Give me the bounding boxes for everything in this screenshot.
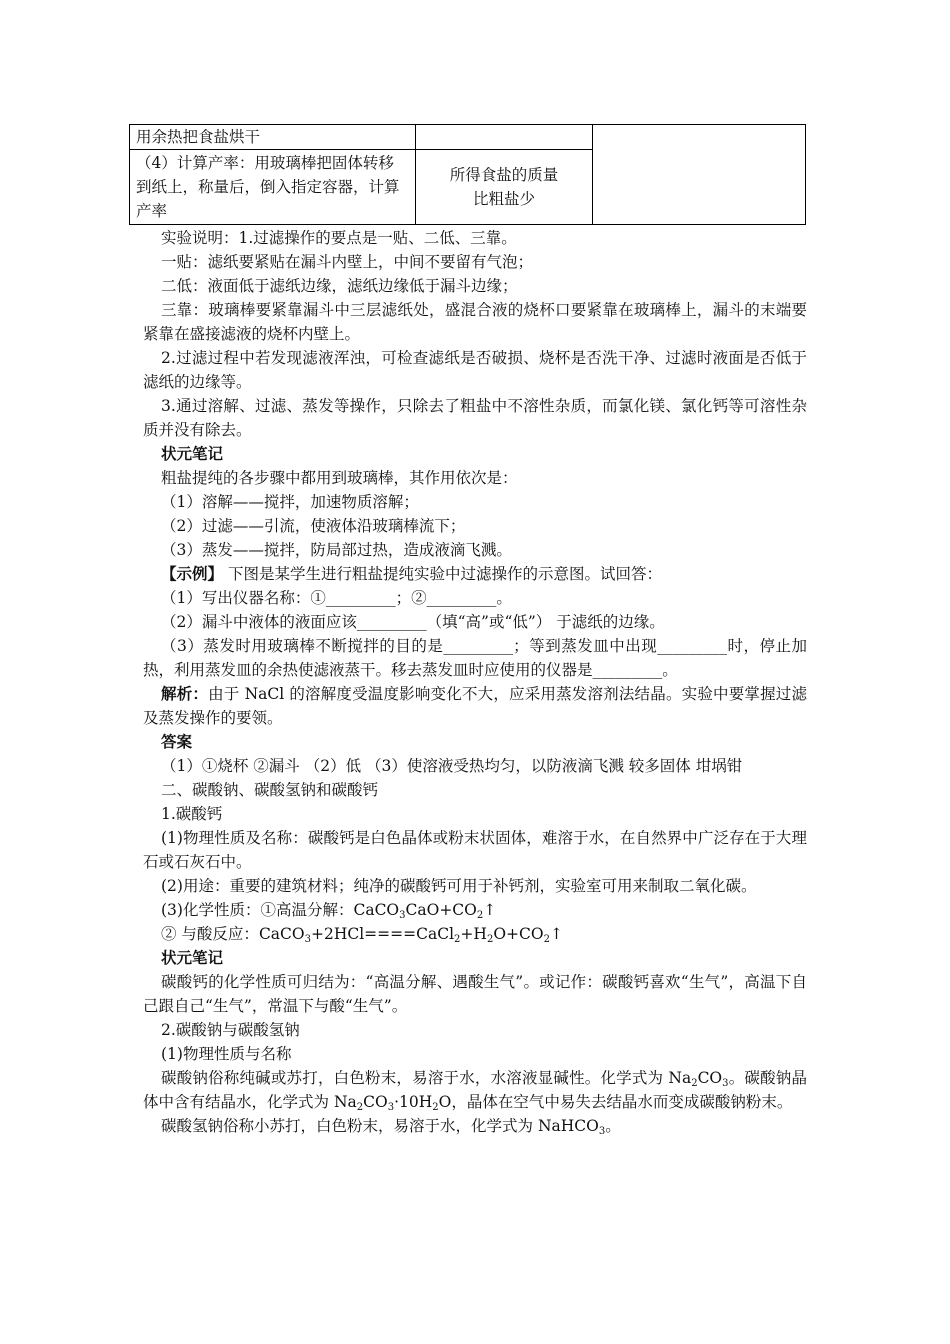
section-heading: (1)物理性质与名称 xyxy=(161,1045,292,1063)
analysis-text: 由于 NaCl 的溶解度受温度影响变化不大，应采用蒸发溶剂法结晶。实验中要掌握过滤及蒸发操作的要领。 xyxy=(143,685,807,727)
section-heading: 2.碳酸钠与碳酸氢钠 xyxy=(161,1021,300,1039)
table-row xyxy=(130,125,806,150)
paragraph: 碳酸钙的化学性质可归结为：“高温分解、遇酸生气”。或记作：碳酸钙喜欢“生气”，高温下自己跟自己“生气”，常温下与酸“生气”。 xyxy=(143,973,807,1015)
paragraph: （1）①烧杯 ②漏斗 （2）低 （3）使溶液受热均匀，以防液滴飞溅 较多固体 坩埚钳 xyxy=(161,757,743,775)
section-heading: 二、碳酸钠、碳酸氢钠和碳酸钙 xyxy=(161,781,379,799)
chem-prefix: (3)化学性质：①高温分解： xyxy=(161,901,354,919)
cell-line: 所得食盐的质量 xyxy=(449,166,559,184)
section-heading: 状元笔记 xyxy=(161,444,224,463)
acid-prefix: ② 与酸反应： xyxy=(161,925,259,943)
list-item: （1）溶解——搅拌，加速物质溶解； xyxy=(161,493,419,511)
text-run: 碳酸钠俗称纯碱或苏打，白色粉末，易溶于水，水溶液显碱性。化学式为 xyxy=(161,1069,669,1087)
paragraph xyxy=(143,682,807,730)
paragraph xyxy=(143,562,807,586)
table-cell xyxy=(593,125,806,225)
text-run: ，晶体在空气中易失去结晶水而变成碳酸钠粉末。 xyxy=(451,1093,793,1111)
cell-line: 比粗盐少 xyxy=(472,190,535,208)
paragraph: 实验说明：1.过滤操作的要点是一贴、二低、三靠。 xyxy=(161,229,517,247)
example-tag: 【示例】 xyxy=(161,564,224,583)
analysis-label: 解析： xyxy=(161,684,209,703)
question: （2）漏斗中液体的液面应该_________（填“高”或“低”） 于滤纸的边缘。 xyxy=(161,613,665,631)
paragraph: (3)化学性质：①高温分解：$CaCO_3CaO+CO_2↑$ xyxy=(161,901,497,921)
section-heading: 答案 xyxy=(161,732,193,751)
text-run: 碳酸氢钠俗称小苏打，白色粉末，易溶于水，化学式为 xyxy=(161,1117,538,1135)
text-run: 。碳酸钠晶体中含有结晶水，化学式为 xyxy=(143,1069,807,1111)
document-body xyxy=(143,226,807,1138)
table-cell: （4）计算产率：用玻璃棒把固体转移到纸上，称量后，倒入指定容器，计算产率 xyxy=(130,150,416,225)
paragraph: ② 与酸反应：$CaCO_3+2HCl====CaCl_2+H_2O+CO_2↑$ xyxy=(161,925,563,945)
question: （3）蒸发时用玻璃棒不断搅拌的目的是_________；等到蒸发皿中出现_________时，停止加热，利用蒸发皿的余热使滤液蒸干。移去蒸发皿时应使用的仪器是_________。 xyxy=(143,637,807,679)
table-cell: 用余热把食盐烘干 xyxy=(130,125,416,150)
table-cell xyxy=(416,150,593,225)
paragraph: 一贴：滤纸要紧贴在漏斗内壁上，中间不要留有气泡； xyxy=(161,253,534,271)
paragraph: 3.通过溶解、过滤、蒸发等操作，只除去了粗盐中不溶性杂质，而氯化镁、氯化钙等可溶性杂质并没有除去。 xyxy=(143,397,807,439)
example-stem: 下图是某学生进行粗盐提纯实验中过滤操作的示意图。试回答： xyxy=(223,565,662,583)
list-item: （2）过滤——引流，使液体沿玻璃棒流下； xyxy=(161,517,466,535)
paragraph: (2)用途：重要的建筑材料；纯净的碳酸钙可用于补钙剂，实验室可用来制取二氧化碳。 xyxy=(161,877,757,895)
section-heading: 状元笔记 xyxy=(161,948,224,967)
paragraph: 2.过滤过程中若发现滤液浑浊，可检查滤纸是否破损、烧杯是否洗干净、过滤时液面是否低于滤纸的边缘等。 xyxy=(143,349,807,391)
paragraph: 粗盐提纯的各步骤中都用到玻璃棒，其作用依次是： xyxy=(161,469,518,487)
paragraph: 二低：液面低于滤纸边缘，滤纸边缘低于漏斗边缘； xyxy=(161,277,518,295)
list-item: （3）蒸发——搅拌，防局部过热，造成液滴飞溅。 xyxy=(161,541,512,559)
paragraph: 碳酸氢钠俗称小苏打，白色粉末，易溶于水，化学式为 NaHCO$_3$。 xyxy=(161,1117,621,1137)
paragraph: (1)物理性质及名称：碳酸钙是白色晶体或粉末状固体，难溶于水，在自然界中广泛存在于大理石或石灰石中。 xyxy=(143,829,807,871)
table-cell xyxy=(416,125,593,150)
text-run: 。 xyxy=(605,1117,621,1135)
paragraph: 三靠：玻璃棒要紧靠漏斗中三层滤纸处，盛混合液的烧杯口要紧靠在玻璃棒上，漏斗的末端要紧靠在盛接滤液的烧杯内壁上。 xyxy=(143,301,807,343)
section-heading: 1.碳酸钙 xyxy=(161,805,223,823)
question: （1）写出仪器名称：①_________；②_________。 xyxy=(161,589,512,607)
paragraph: 碳酸钠俗称纯碱或苏打，白色粉末，易溶于水，水溶液显碱性。化学式为 $Na_2CO_3$。碳酸钠晶体中含有结晶水，化学式为 $Na_2CO_3\cdot 10H_2O$，晶体在空气中易失去结晶水而变成碳酸钠粉末。 xyxy=(143,1069,807,1113)
experiment-table xyxy=(129,124,806,225)
